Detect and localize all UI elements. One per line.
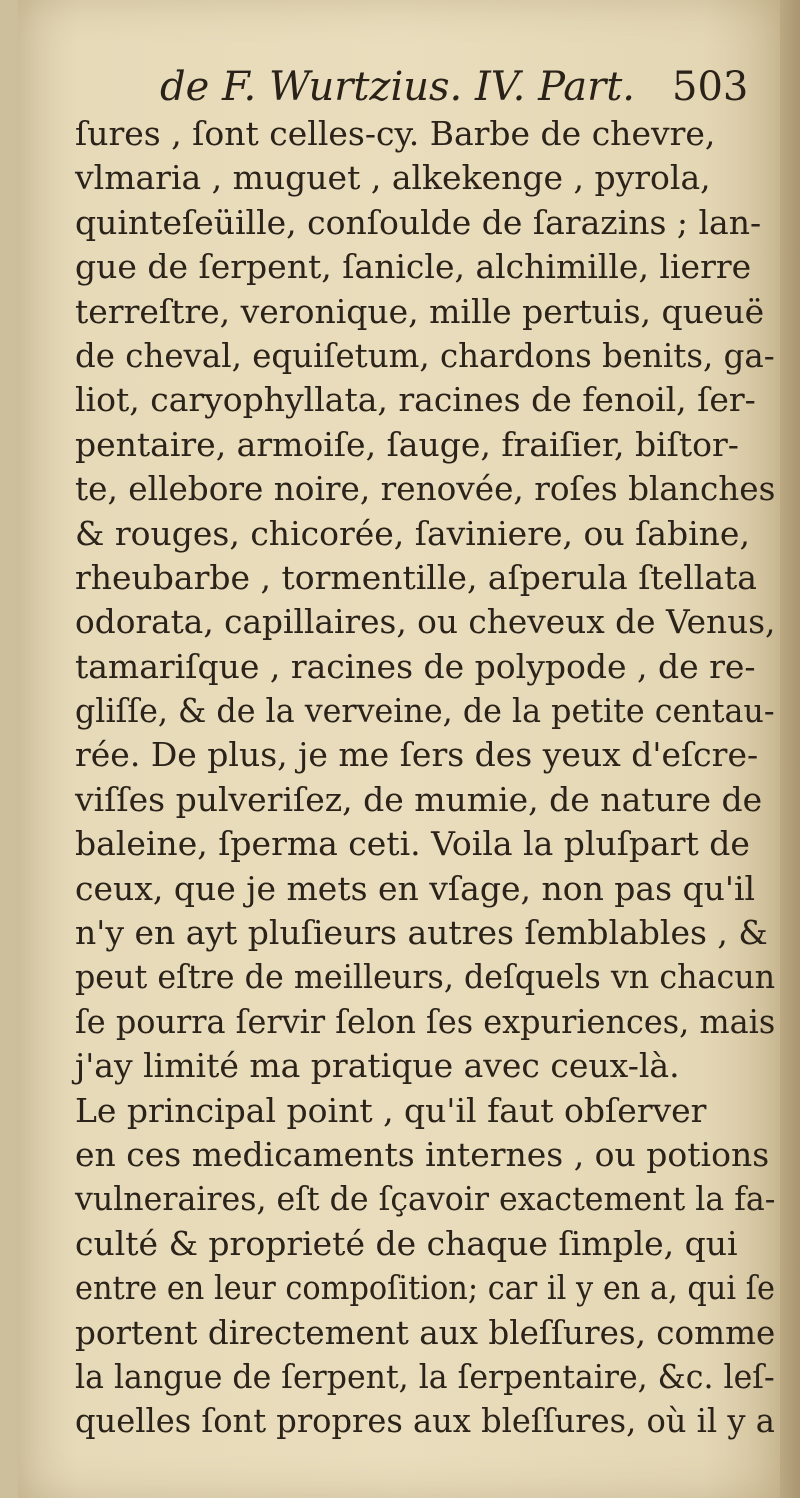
text-line: & rouges, chicorée, ſaviniere, ou ſabine, — [75, 513, 750, 553]
page-edge — [780, 0, 800, 1498]
text-line: quinteſeüille, conſoulde de ſarazins ; lan- — [75, 202, 762, 242]
text-line: tamariſque , racines de polypode , de re- — [75, 646, 756, 686]
text-line: entre en leur compoſition; car il y en a, qui ſe — [75, 1268, 775, 1308]
text-line: Le principal point , qu'il faut obſerver — [75, 1090, 707, 1130]
text-line: portent directement aux bleſſures, comme — [75, 1312, 776, 1352]
text-line: gue de ſerpent, ſanicle, alchimille, lierre — [75, 247, 752, 287]
text-line: en ces medicaments internes , ou potions — [75, 1134, 770, 1174]
text-line: odorata, capillaires, ou cheveux de Venus, — [75, 602, 776, 642]
text-line: vlmaria , muguet , alkekenge , pyrola, — [75, 158, 711, 198]
text-line: ceux, que je mets en vſage, non pas qu'il — [75, 868, 756, 908]
body-text — [75, 112, 775, 1444]
text-line: rée. De plus, je me ſers des yeux d'eſcre- — [75, 735, 759, 775]
text-line: terreſtre, veronique, mille pertuis, queuë — [75, 291, 765, 331]
text-line: de cheval, equiſetum, chardons benits, ga- — [75, 335, 775, 375]
text-line: j'ay limité ma pratique avec ceux-là. — [75, 1046, 680, 1086]
text-line: quelles ſont propres aux bleſſures, où il y a — [75, 1401, 775, 1441]
text-line: ſe pourra ſervir ſelon ſes expuriences, mais — [75, 1001, 776, 1041]
text-line: liot, caryophyllata, racines de fenoil, ſer- — [75, 380, 756, 420]
text-line: culté & proprieté de chaque ſimple, qui — [75, 1223, 738, 1263]
text-line: la langue de ſerpent, la ſerpentaire, &c. leſ- — [75, 1356, 775, 1396]
text-line: baleine, ſperma ceti. Voila la pluſpart de — [75, 824, 750, 864]
running-title: de F. Wurtzius. IV. Part. — [160, 64, 635, 110]
text-line: gliſſe, & de la verveine, de la petite centau- — [75, 691, 775, 731]
text-line: te, ellebore noire, renovée, roſes blanches — [75, 469, 776, 509]
text-line: vulneraires, eſt de ſçavoir exactement la fa- — [75, 1179, 776, 1219]
text-line: peut eſtre de meilleurs, deſquels vn chacun — [75, 957, 776, 997]
text-line: viſſes pulveriſez, de mumie, de nature de — [75, 779, 763, 819]
text-line: rheubarbe , tormentille, aſperula ſtellata — [75, 557, 757, 597]
text-line: ſures , ſont celles-cy. Barbe de chevre, — [75, 114, 716, 153]
text-line: n'y en ayt pluſieurs autres ſemblables , & — [75, 913, 768, 953]
page-number: 503 — [672, 64, 749, 110]
text-line: pentaire, armoiſe, ſauge, fraiſier, biſtor- — [75, 424, 739, 464]
